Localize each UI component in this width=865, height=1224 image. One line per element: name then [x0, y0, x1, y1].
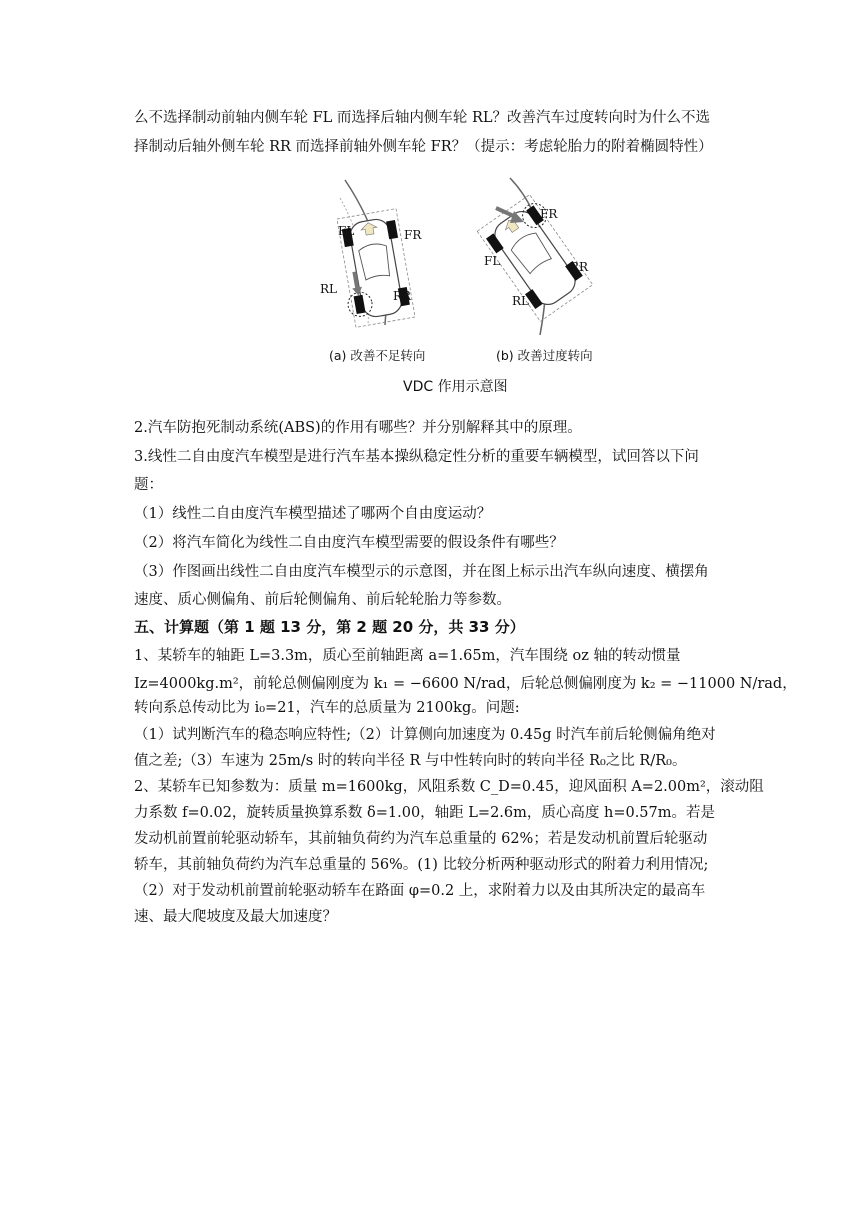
- section-5-heading: 五、计算题（第 1 题 13 分，第 2 题 20 分，共 33 分）: [134, 618, 525, 636]
- question-3-sub-1: （1）线性二自由度汽车模型描述了哪两个自由度运动？: [134, 506, 492, 522]
- calc-1-line-1: 1、某轿车的轴距 L=3.3m，质心至前轴距离 a=1.65m，汽车围绕 oz 轴的转动惯量: [134, 648, 681, 664]
- calc-2-line-5: （2）对于发动机前置前轮驱动轿车在路面 φ=0.2 上，求附着力以及由其所决定的最高车: [134, 883, 706, 899]
- calc-2-line-2: 力系数 f=0.02，旋转质量换算系数 δ=1.00，轴距 L=2.6m，质心高度 h=0.57m。若是: [134, 805, 716, 821]
- calc-2-line-1: 2、某轿车已知参数为：质量 m=1600kg，风阻系数 C_D=0.45，迎风面积 A=2.00m²，滚动阻: [134, 779, 764, 795]
- question-3-sub-3b: 速度、质心侧偏角、前后轮侧偏角、前后轮轮胎力等参数。: [134, 592, 511, 608]
- calc-1-line-4: （1）试判断汽车的稳态响应特性;（2）计算侧向加速度为 0.45g 时汽车前后轮侧偏角绝对: [134, 727, 716, 743]
- calc-2-line-6: 速、最大爬坡度及最大加速度？: [134, 909, 337, 925]
- label-rl-b: RL: [512, 294, 530, 308]
- question-3-sub-2: （2）将汽车简化为线性二自由度汽车模型需要的假设条件有哪些？: [134, 535, 564, 551]
- caption-b: (b) 改善过度转向: [496, 348, 593, 363]
- calc-1-line-2: Iz=4000kg.m²，前轮总侧偏刚度为 k₁ = −6600 N/rad，后轮总侧偏刚度为 k₂ = −11000 N/rad，: [134, 676, 797, 692]
- label-rr-a: RR: [393, 289, 412, 303]
- question-2: 2.汽车防抱死制动系统(ABS)的作用有哪些？并分别解释其中的原理。: [134, 420, 582, 436]
- figure-title: VDC 作用示意图: [403, 379, 508, 395]
- label-rr-b: RR: [570, 260, 589, 274]
- question-3-line-2: 题：: [134, 477, 163, 493]
- panel-a-car-diagram: [333, 180, 415, 328]
- calc-2-line-3: 发动机前置前轮驱动轿车，其前轴负荷约为汽车总重量的 62%；若是发动机前置后轮驱动: [134, 831, 708, 847]
- intro-line-1: 么不选择制动前轴内侧车轮 FL 而选择后轴内侧车轮 RL？改善汽车过度转向时为什么不选: [134, 110, 711, 126]
- label-fl-a: FL: [338, 224, 355, 238]
- intro-line-2: 择制动后轴外侧车轮 RR 而选择前轴外侧车轮 FR？（提示：考虑轮胎力的附着椭圆特性）: [134, 139, 713, 155]
- label-fr-a: FR: [404, 228, 422, 242]
- question-3-line-1: 3.线性二自由度汽车模型是进行汽车基本操纵稳定性分析的重要车辆模型，试回答以下问: [134, 449, 699, 465]
- calc-1-line-5: 值之差;（3）车速为 25m/s 时的转向半径 R 与中性转向时的转向半径 R₀之比 R/R₀。: [134, 753, 687, 769]
- vdc-diagram: [0, 0, 865, 400]
- calc-2-line-4: 轿车，其前轴负荷约为汽车总重量的 56%。(1) 比较分析两种驱动形式的附着力利用情况;: [134, 857, 709, 873]
- calc-1-line-3: 转向系总传动比为 i₀=21，汽车的总质量为 2100kg。问题:: [134, 700, 520, 716]
- label-rl-a: RL: [320, 282, 338, 296]
- label-fl-b: FL: [484, 254, 501, 268]
- question-3-sub-3a: （3）作图画出线性二自由度汽车模型示的示意图，并在图上标示出汽车纵向速度、横摆角: [134, 564, 709, 580]
- caption-a: (a) 改善不足转向: [329, 348, 426, 363]
- label-fr-b: FR: [540, 207, 558, 221]
